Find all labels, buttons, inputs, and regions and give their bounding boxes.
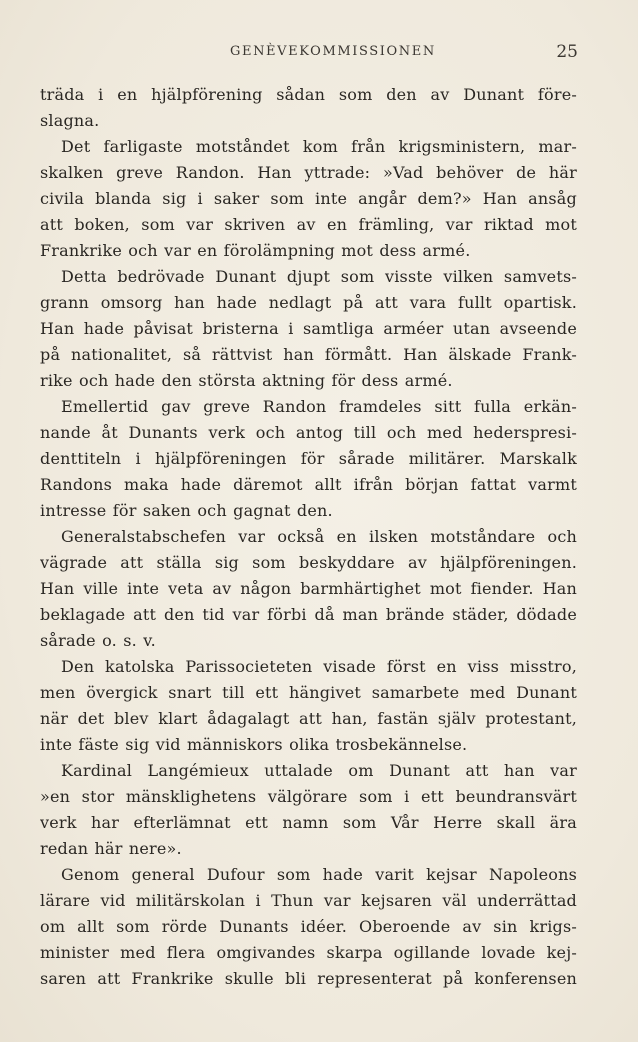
text-line-2: slagna.	[40, 111, 100, 130]
text-line-30: redan här nere».	[40, 839, 182, 858]
page-number: 25	[556, 42, 578, 62]
text-line-10: Han hade påvisat bristerna i samtliga arméer utan avseende	[40, 319, 577, 338]
text-line-29: verk har efterlämnat ett namn som Vår Herre skall ära	[40, 813, 577, 832]
text-line-33: om allt som rörde Dunants idéer. Oberoende av sin krigs-	[40, 917, 577, 936]
text-line-16: Randons maka hade däremot allt ifrån början fattat varmt	[40, 475, 577, 494]
text-line-14: nande åt Dunants verk och antog till och med hederspresi-	[40, 423, 577, 442]
text-line-19: vägrade att ställa sig som beskyddare av hjälpföreningen.	[40, 553, 577, 572]
text-line-24: men övergick snart till ett hängivet samarbete med Dunant	[40, 683, 577, 702]
text-line-21: beklagade att den tid var förbi då man brände städer, dödade	[40, 605, 577, 624]
text-line-25: när det blev klart ådagalagt att han, fastän själv protestant,	[40, 709, 577, 728]
text-line-9: grann omsorg han hade nedlagt på att vara fullt opartisk.	[40, 293, 577, 312]
text-line-26: inte fäste sig vid människors olika trosbekännelse.	[40, 735, 468, 754]
text-line-28: »en stor mänsklighetens välgörare som i ett beundransvärt	[40, 787, 577, 806]
running-title: GENÈVEKOMMISSIONEN	[230, 44, 436, 59]
text-line-6: att boken, som var skriven av en främling, var riktad mot	[40, 215, 577, 234]
text-line-20: Han ville inte veta av någon barmhärtighet mot fiender. Han	[40, 579, 577, 598]
text-line-34: minister med flera omgivandes skarpa ogillande lovade kej-	[40, 943, 577, 962]
text-line-1: träda i en hjälpförening sådan som den av Dunant före-	[40, 85, 577, 104]
text-line-17: intresse för saken och gagnat den.	[40, 501, 333, 520]
text-line-7: Frankrike och var en förolämpning mot dess armé.	[40, 241, 471, 260]
text-line-4: skalken greve Randon. Han yttrade: »Vad behöver de här	[40, 163, 577, 182]
text-line-15: denttiteln i hjälpföreningen för sårade militärer. Marskalk	[40, 449, 577, 468]
text-line-5: civila blanda sig i saker som inte angår dem?» Han ansåg	[40, 189, 577, 208]
text-line-23: Den katolska Parissocieteten visade först en viss misstro,	[61, 657, 577, 676]
text-line-13: Emellertid gav greve Randon framdeles sitt fulla erkän-	[61, 397, 577, 416]
text-line-18: Generalstabschefen var också en ilsken motståndare och	[61, 527, 577, 546]
text-line-35: saren att Frankrike skulle bli representerat på konferensen	[40, 969, 577, 988]
text-line-8: Detta bedrövade Dunant djupt som visste vilken samvets-	[61, 267, 577, 286]
text-line-31: Genom general Dufour som hade varit kejsar Napoleons	[61, 865, 577, 884]
text-line-12: rike och hade den största aktning för dess armé.	[40, 371, 453, 390]
page-header	[40, 44, 578, 68]
text-line-22: sårade o. s. v.	[40, 631, 156, 650]
text-line-32: lärare vid militärskolan i Thun var kejsaren väl underrättad	[40, 891, 577, 910]
body-text	[40, 82, 577, 992]
text-line-11: på nationalitet, så rättvist han förmått. Han älskade Frank-	[40, 345, 577, 364]
text-line-27: Kardinal Langémieux uttalade om Dunant att han var	[61, 761, 577, 780]
text-line-3: Det farligaste motståndet kom från krigsministern, mar-	[61, 137, 577, 156]
